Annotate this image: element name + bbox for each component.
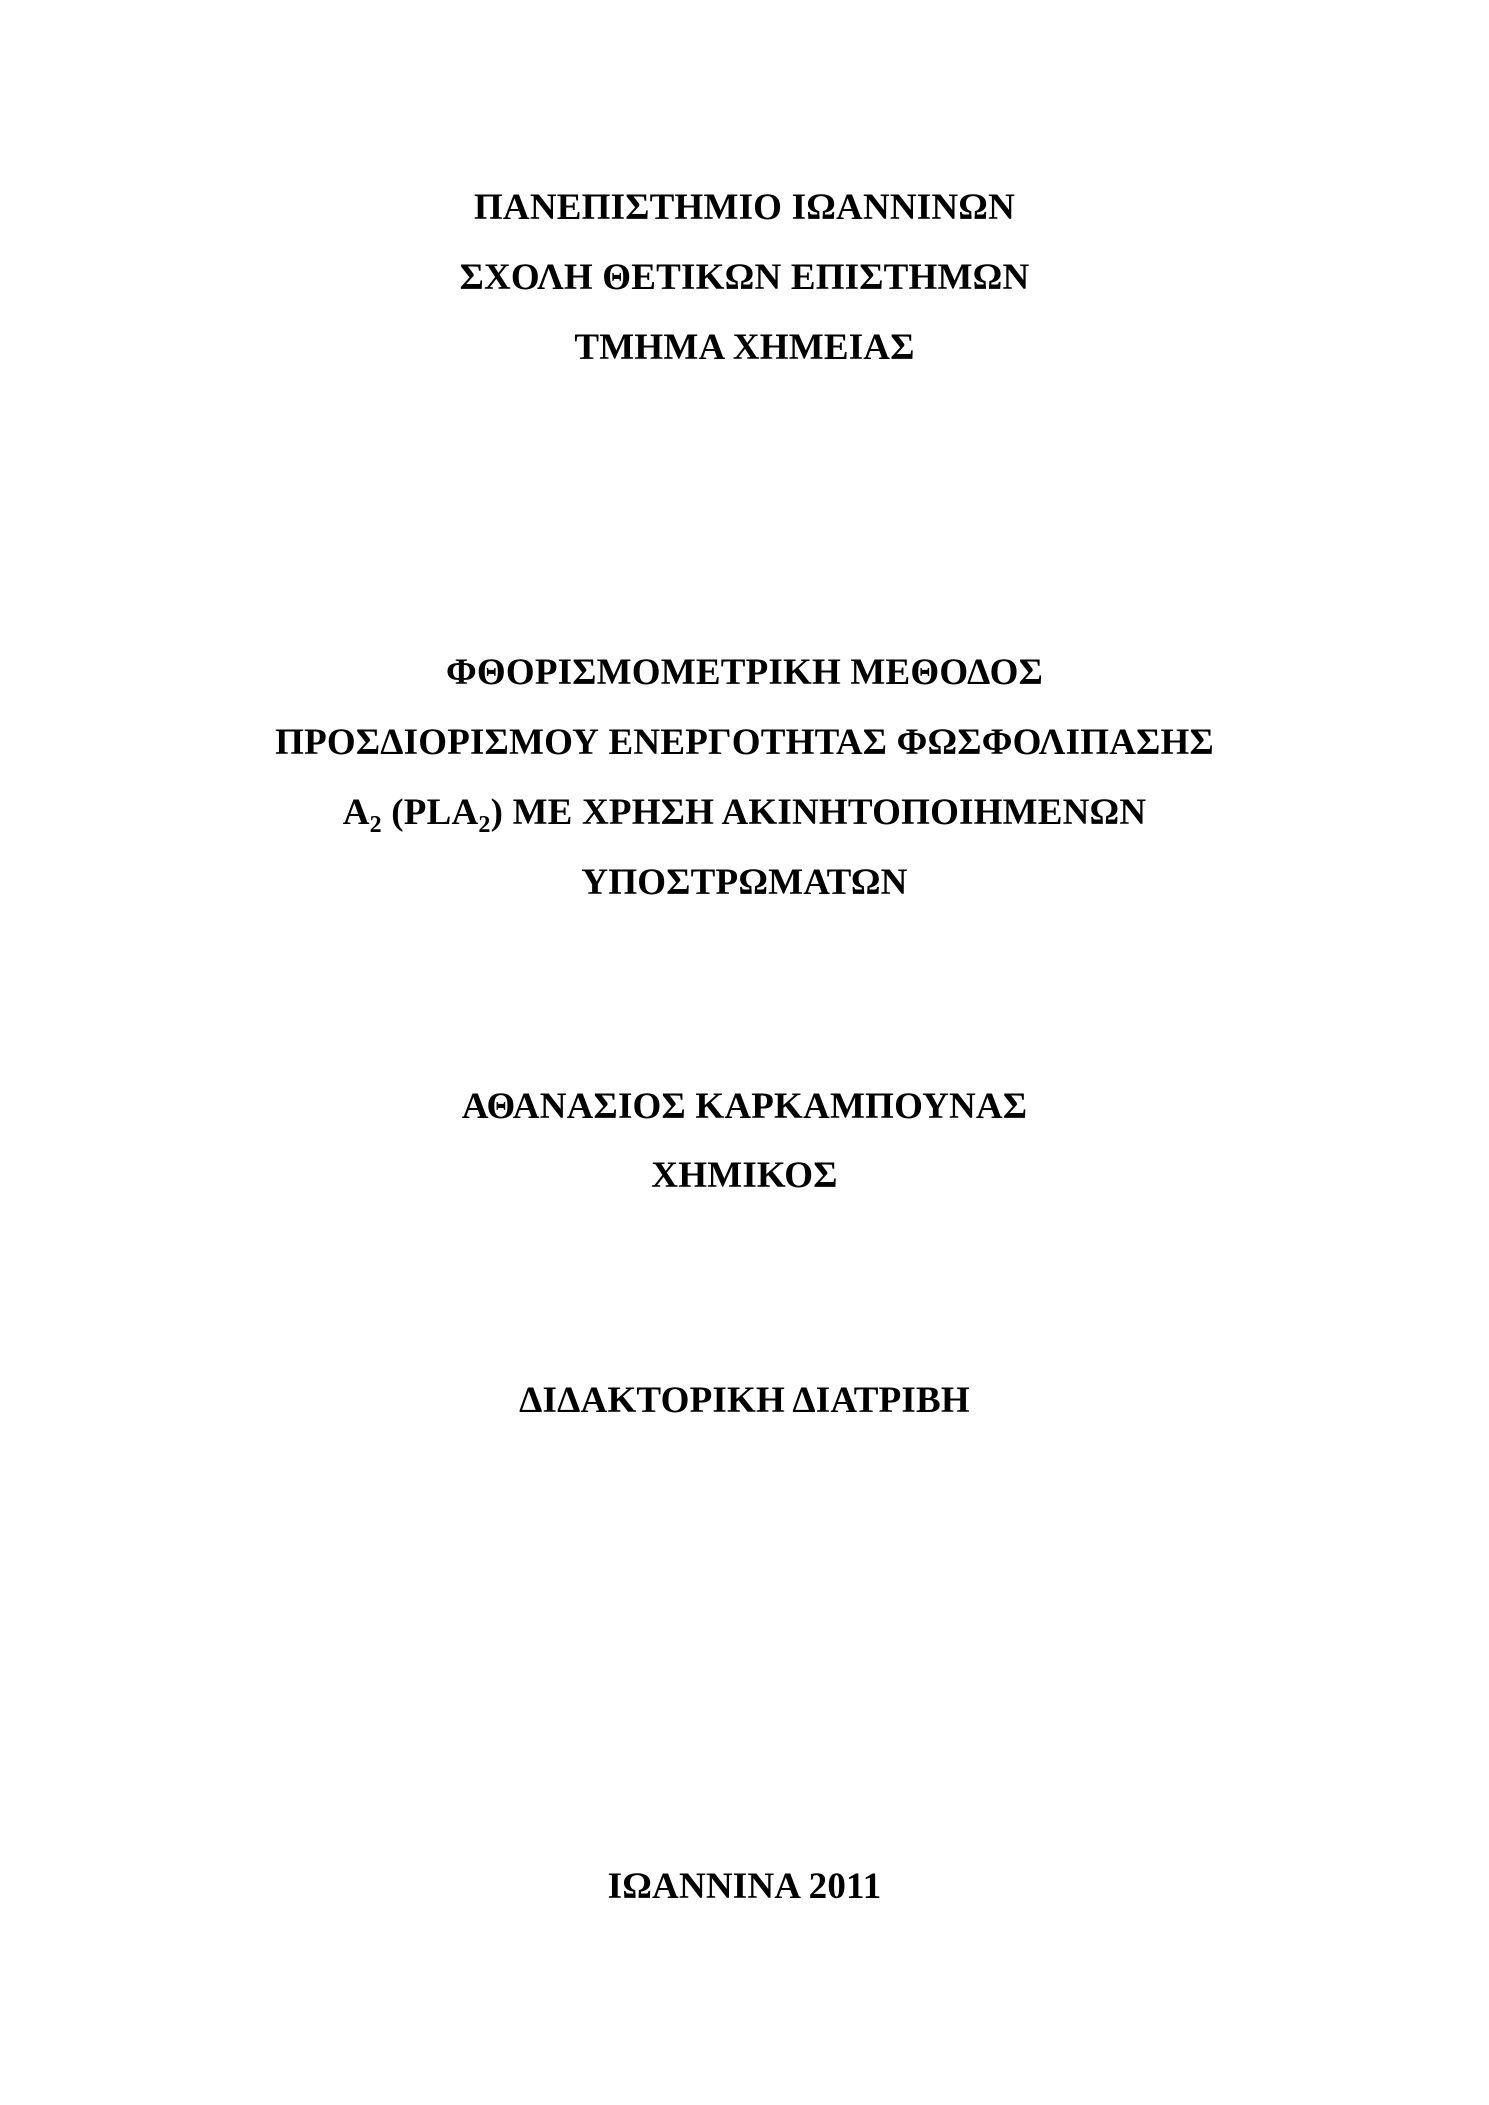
subscript: 2: [369, 812, 382, 838]
university-name: ΠΑΝΕΠΙΣΤΗΜΙΟ ΙΩΑΝΝΙΝΩΝ: [473, 187, 1016, 228]
department-name: ΤΜΗΜΑ ΧΗΜΕΙΑΣ: [574, 327, 915, 368]
subscript: 2: [478, 812, 491, 838]
title-fragment: ) ΜΕ ΧΡΗΣΗ ΑΚΙΝΗΤΟΠΟΙΗΜΕΝΩΝ: [490, 792, 1147, 833]
thesis-title-line-3: [0, 791, 1489, 838]
author-profession: ΧΗΜΙΚΟΣ: [651, 1155, 838, 1196]
title-fragment: (PLA: [381, 792, 479, 833]
place-and-year: ΙΩΑΝΝΙΝΑ 2011: [607, 1866, 882, 1907]
thesis-title-line-1: ΦΘΟΡΙΣΜΟΜΕΤΡΙΚΗ ΜΕΘΟΔΟΣ: [446, 652, 1043, 693]
author-name: ΑΘΑΝΑΣΙΟΣ ΚΑΡΚΑΜΠΟΥΝΑΣ: [461, 1086, 1028, 1127]
document-type: ΔΙΔΑΚΤΟΡΙΚΗ ΔΙΑΤΡΙΒΗ: [519, 1380, 970, 1421]
thesis-title-line-2: ΠΡΟΣΔΙΟΡΙΣΜΟΥ ΕΝΕΡΓΟΤΗΤΑΣ ΦΩΣΦΟΛΙΠΑΣΗΣ: [275, 722, 1214, 763]
title-fragment: A: [342, 792, 370, 833]
school-name: ΣΧΟΛΗ ΘΕΤΙΚΩΝ ΕΠΙΣΤΗΜΩΝ: [459, 257, 1030, 298]
thesis-title-line-4: ΥΠΟΣΤΡΩΜΑΤΩΝ: [581, 862, 908, 903]
